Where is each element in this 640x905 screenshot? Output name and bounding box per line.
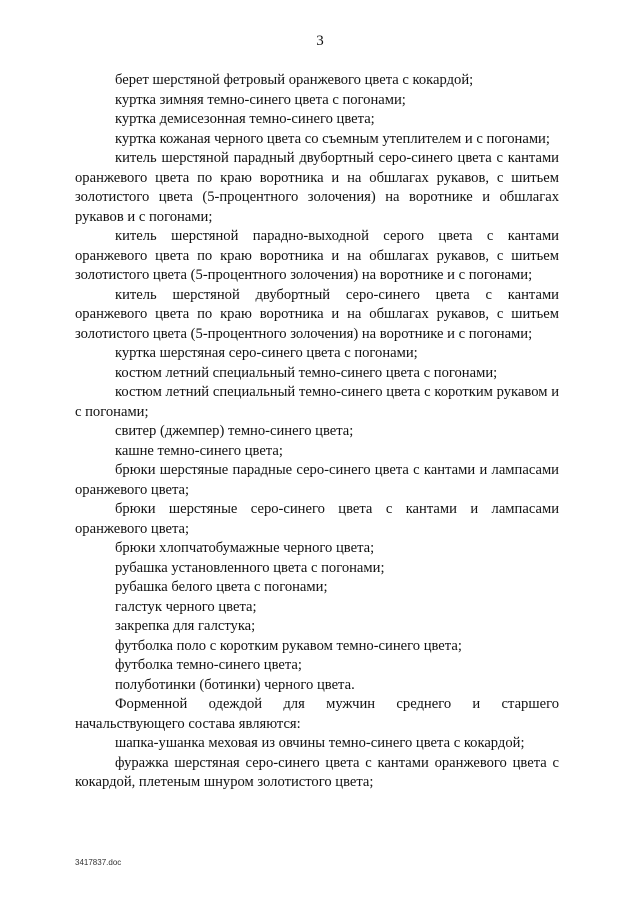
list-item: китель шерстяной двубортный серо-синего цвета с кантами оранжевого цвета по краю воротника и на обшлагах рукавов, с шитьем золотистого цвета (5-процентного золочения) на воротнике и с погонами; (75, 286, 559, 342)
list-item: брюки шерстяные парадные серо-синего цвета с кантами и лампасами оранжевого цвета; (75, 462, 559, 498)
list-item: шапка-ушанка меховая из овчины темно-синего цвета с кокардой; (115, 735, 525, 751)
footer-filename: 3417837.doc (75, 858, 122, 867)
page-number: 3 (316, 33, 324, 49)
list-item: закрепка для галстука; (115, 618, 256, 634)
document-body (75, 71, 559, 793)
list-item: китель шерстяной парадный двубортный серо-синего цвета с кантами оранжевого цвета по краю воротника и на обшлагах рукавов, с шитьем золотистого цвета (5-процентного золочения) на воротнике и обшлагах рукавов и с погонами; (75, 150, 559, 225)
list-item: костюм летний специальный темно-синего цвета с погонами; (115, 364, 498, 381)
list-item: футболка поло с коротким рукавом темно-синего цвета; (115, 637, 462, 654)
list-item: рубашка установленного цвета с погонами; (115, 559, 385, 576)
list-item: футболка темно-синего цвета; (115, 657, 302, 673)
list-item: куртка демисезонная темно-синего цвета; (115, 111, 375, 127)
list-item: берет шерстяной фетровый оранжевого цвета с кокардой; (115, 72, 474, 88)
list-item: куртка шерстяная серо-синего цвета с погонами; (115, 345, 418, 361)
section-intro: Форменной одеждой для мужчин среднего и старшего начальствующего состава являются: (75, 696, 559, 732)
list-item: куртка зимняя темно-синего цвета с погонами; (115, 91, 406, 108)
list-item: брюки хлопчатобумажные черного цвета; (115, 540, 375, 556)
list-item: рубашка белого цвета с погонами; (115, 579, 328, 595)
list-item: полуботинки (ботинки) черного цвета. (115, 676, 355, 693)
list-item: китель шерстяной парадно-выходной серого цвета с кантами оранжевого цвета по краю воротника и на обшлагах рукавов, с шитьем золотистого цвета (5-процентного золочения) на воротнике и с погонами; (75, 228, 559, 283)
list-item: галстук черного цвета; (115, 598, 257, 615)
list-item: свитер (джемпер) темно-синего цвета; (115, 423, 354, 439)
list-item: фуражка шерстяная серо-синего цвета с кантами оранжевого цвета с кокардой, плетеным шнуром золотистого цвета; (75, 754, 559, 790)
list-item: брюки шерстяные серо-синего цвета с кантами и лампасами оранжевого цвета; (75, 501, 559, 537)
list-item: костюм летний специальный темно-синего цвета с коротким рукавом и с погонами; (75, 384, 559, 420)
list-item: кашне темно-синего цвета; (115, 442, 283, 459)
list-item: куртка кожаная черного цвета со съемным утеплителем и с погонами; (115, 130, 550, 147)
